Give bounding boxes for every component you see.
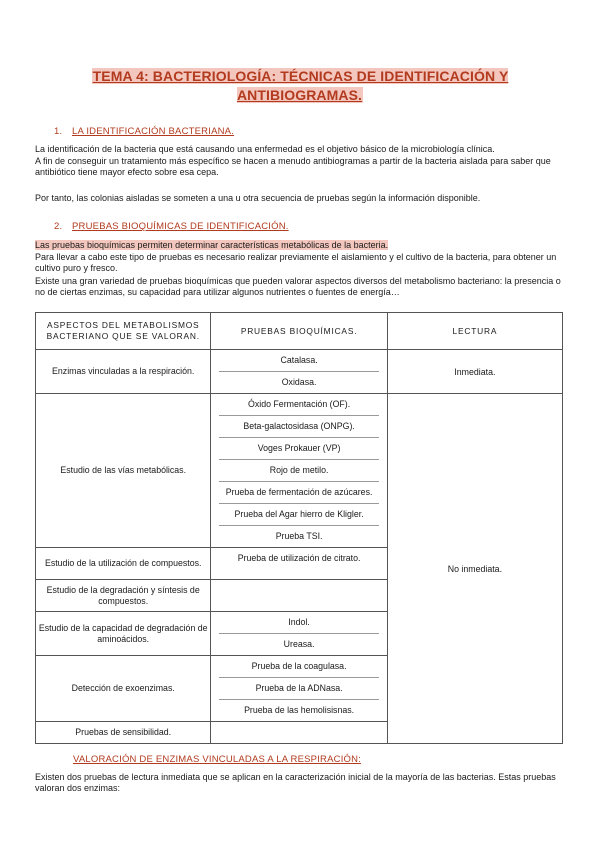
tests-cell-empty: [211, 722, 387, 744]
aspect-cell: Pruebas de sensibilidad.: [36, 722, 211, 744]
header-tests: PRUEBAS BIOQUÍMICAS.: [211, 313, 387, 350]
table-header-row: [36, 313, 563, 350]
test-item: Prueba TSI.: [275, 531, 323, 541]
table-row: [36, 394, 563, 548]
section-2-paragraph-3: Existe una gran variedad de pruebas bioquímicas que pueden valorar aspectos diversos del metabolismo bacteriano: la presencia o no de ciertas enzimas, su capacidad para utilizar algunos nutrientes o fuentes de energía…: [35, 276, 561, 298]
tests-cell: [211, 350, 387, 394]
section-3-title: VALORACIÓN DE ENZIMAS VINCULADAS A LA RESPIRACIÓN:: [73, 754, 362, 765]
test-item: Beta-galactosidasa (ONPG).: [219, 416, 378, 438]
table-row: [36, 350, 563, 394]
test-item: Rojo de metilo.: [219, 460, 378, 482]
section-1-number: 1.: [54, 126, 63, 137]
test-item: Voges Prokauer (VP): [219, 438, 378, 460]
section-2-paragraph-2: Para llevar a cabo este tipo de pruebas es necesario realizar previamente el aislamiento y el cultivo de la bacteria, para obtener un cultivo puro y fresco.: [35, 252, 557, 274]
test-item: Prueba de la coagulasa.: [219, 656, 378, 678]
section-1-paragraph-1: La identificación de la bacteria que está causando una enfermedad es el objetivo básico de la microbiología clínica.: [35, 144, 495, 154]
reading-cell: Inmediata.: [387, 350, 562, 394]
test-item: Indol.: [219, 612, 378, 634]
aspect-cell: Estudio de las vías metabólicas.: [36, 394, 211, 548]
section-2-heading: [54, 221, 289, 232]
reading-cell-merged: No inmediata.: [387, 394, 562, 744]
section-2-number: 2.: [54, 221, 63, 232]
section-1-paragraph-2: A fin de conseguir un tratamiento más específico se hacen a menudo antibiogramas a partir de la bacteria aislada para saber que antibiótico tiene mayor efecto sobre esa cepa.: [35, 156, 551, 178]
tests-cell: [211, 548, 387, 580]
tests-cell-empty: [211, 580, 387, 612]
test-item: Ureasa.: [283, 639, 315, 649]
section-1-heading: [54, 126, 234, 137]
test-item: Prueba de utilización de citrato.: [237, 553, 361, 563]
test-item: Prueba del Agar hierro de Kligler.: [219, 504, 378, 526]
aspect-cell: Detección de exoenzimas.: [36, 656, 211, 722]
aspect-cell: Estudio de la utilización de compuestos.: [36, 548, 211, 580]
aspect-cell: Estudio de la capacidad de degradación de aminoácidos.: [36, 612, 211, 656]
section-1-paragraph-3: Por tanto, las colonias aisladas se someten a una u otra secuencia de pruebas según la información disponible.: [35, 193, 481, 203]
test-item: Prueba de fermentación de azúcares.: [219, 482, 378, 504]
highlighted-text: Las pruebas bioquímicas permiten determinar características metabólicas de la bacteria.: [35, 240, 389, 250]
page-title-text: TEMA 4: BACTERIOLOGÍA: TÉCNICAS DE IDENTIFICACIÓN Y ANTIBIOGRAMAS.: [92, 68, 509, 103]
biochemical-tests-table: [35, 312, 563, 744]
test-item: Prueba de la ADNasa.: [219, 678, 378, 700]
header-reading: LECTURA: [387, 313, 562, 350]
page-title: [60, 67, 540, 105]
tests-cell: [211, 656, 387, 722]
test-item: Oxidasa.: [281, 377, 317, 387]
section-2-title: PRUEBAS BIOQUÍMICAS DE IDENTIFICACIÓN.: [72, 221, 289, 232]
section-1-title: LA IDENTIFICACIÓN BACTERIANA.: [72, 126, 235, 137]
test-item: Óxido Fermentación (OF).: [219, 394, 378, 416]
tests-cell: [211, 394, 387, 548]
aspect-cell: Estudio de la degradación y síntesis de compuestos.: [36, 580, 211, 612]
tests-cell: [211, 612, 387, 656]
test-item: Catalasa.: [219, 350, 378, 372]
aspect-cell: Enzimas vinculadas a la respiración.: [36, 350, 211, 394]
test-item: Prueba de las hemolisisnas.: [244, 705, 355, 715]
section-2-paragraph-1: [35, 240, 565, 251]
header-aspects: ASPECTOS DEL METABOLISMOS BACTERIANO QUE SE VALORAN.: [36, 313, 211, 350]
section-3-heading: [73, 754, 361, 765]
section-3-paragraph-1: Existen dos pruebas de lectura inmediata que se aplican en la caracterización inicial de la mayoría de las bacterias. Estas pruebas valoran dos enzimas:: [35, 772, 556, 794]
